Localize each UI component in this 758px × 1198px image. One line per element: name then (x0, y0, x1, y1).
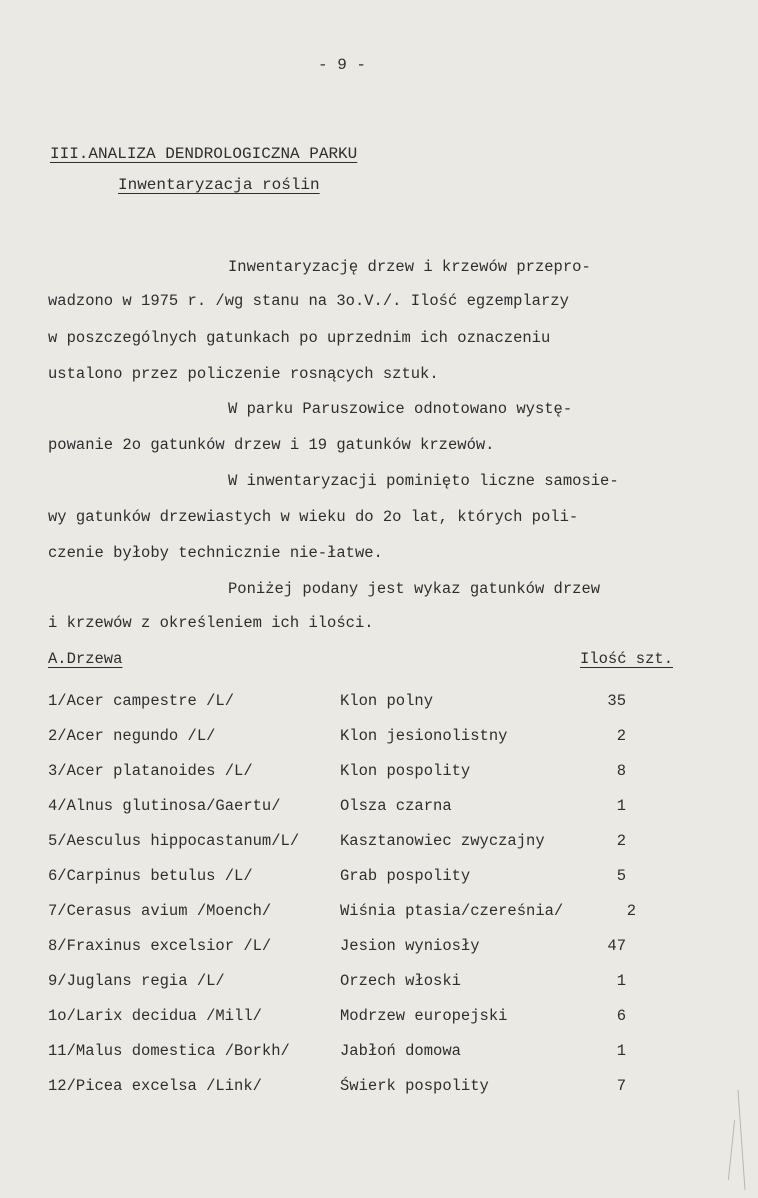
latin-name: 9/Juglans regia /L/ (48, 972, 225, 990)
quantity-column-header: Ilość szt. (580, 650, 674, 668)
paragraph-line: powanie 2o gatunków drzew i 19 gatunków krzewów. (48, 436, 495, 454)
quantity: 8 (616, 762, 626, 780)
paragraph-line: wadzono w 1975 r. /wg stanu na 3o.V./. Ilość egzemplarzy (48, 292, 569, 310)
latin-name: 1o/Larix decidua /Mill/ (48, 1007, 262, 1025)
polish-name: Klon jesionolistny (340, 727, 508, 745)
table-section-label: A.Drzewa (48, 650, 123, 668)
latin-name: 5/Aesculus hippocastanum/L/ (48, 832, 300, 850)
latin-name: 8/Fraxinus excelsior /L/ (48, 937, 272, 955)
polish-name: Modrzew europejski (340, 1007, 508, 1025)
quantity: 2 (616, 727, 626, 745)
paragraph-line: W parku Paruszowice odnotowano wystę- (228, 400, 573, 418)
polish-name: Jabłoń domowa (340, 1042, 461, 1060)
paragraph-line: ustalono przez policzenie rosnących sztuk. (48, 365, 439, 383)
paragraph-line: Poniżej podany jest wykaz gatunków drzew (228, 580, 601, 598)
paragraph-line: wy gatunków drzewiastych w wieku do 2o lat, których poli- (48, 508, 579, 526)
quantity: 5 (616, 867, 626, 885)
latin-name: 6/Carpinus betulus /L/ (48, 867, 253, 885)
polish-name: Jesion wyniosły (340, 937, 480, 955)
latin-name: 7/Cerasus avium /Moench/ (48, 902, 272, 920)
quantity: 1 (616, 797, 626, 815)
section-heading: III.ANALIZA DENDROLOGICZNA PARKU (50, 145, 358, 163)
quantity: 1 (616, 972, 626, 990)
quantity: 1 (616, 1042, 626, 1060)
latin-name: 1/Acer campestre /L/ (48, 692, 235, 710)
paragraph-line: W inwentaryzacji pominięto liczne samosie- (228, 472, 619, 490)
polish-name: Klon pospolity (340, 762, 471, 780)
paragraph-line: i krzewów z określeniem ich ilości. (48, 614, 374, 632)
quantity: 7 (616, 1077, 626, 1095)
polish-name: Kasztanowiec zwyczajny (340, 832, 545, 850)
latin-name: 3/Acer platanoides /L/ (48, 762, 253, 780)
paper-scratch (738, 1090, 746, 1190)
polish-name: Orzech włoski (340, 972, 461, 990)
paragraph-line: w poszczególnych gatunkach po uprzednim ich oznaczeniu (48, 329, 551, 347)
latin-name: 4/Alnus glutinosa/Gaertu/ (48, 797, 281, 815)
quantity: 2 (616, 832, 626, 850)
page-number: - 9 - (318, 56, 367, 74)
quantity: 35 (607, 692, 626, 710)
latin-name: 12/Picea excelsa /Link/ (48, 1077, 262, 1095)
latin-name: 2/Acer negundo /L/ (48, 727, 216, 745)
polish-name: Świerk pospolity (340, 1077, 489, 1095)
polish-name: Wiśnia ptasia/czereśnia/ (340, 902, 564, 920)
polish-name: Klon polny (340, 692, 434, 710)
paper-scratch (728, 1120, 735, 1180)
latin-name: 11/Malus domestica /Borkh/ (48, 1042, 290, 1060)
quantity: 47 (607, 937, 626, 955)
paragraph-line: czenie byłoby technicznie nie-łatwe. (48, 544, 383, 562)
quantity: 2 (626, 902, 636, 920)
polish-name: Olsza czarna (340, 797, 452, 815)
quantity: 6 (616, 1007, 626, 1025)
paragraph-line: Inwentaryzację drzew i krzewów przepro- (228, 258, 591, 276)
polish-name: Grab pospolity (340, 867, 471, 885)
section-subheading: Inwentaryzacja roślin (118, 176, 320, 194)
